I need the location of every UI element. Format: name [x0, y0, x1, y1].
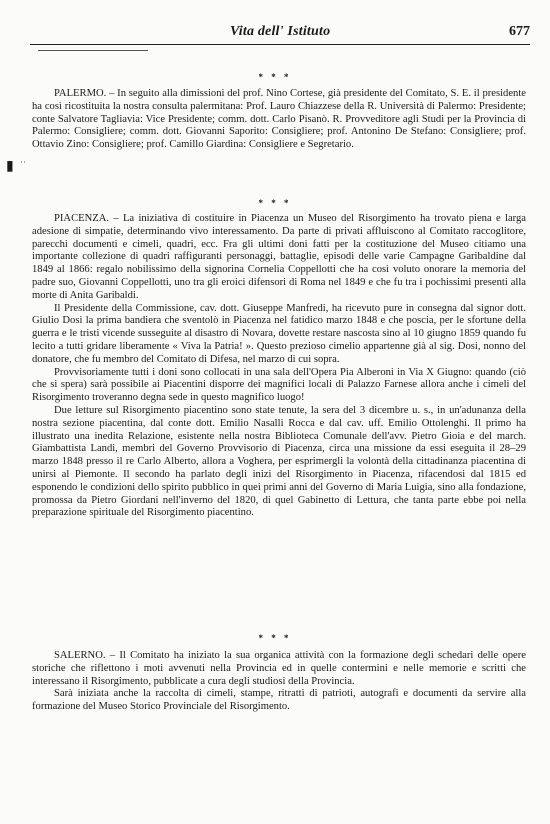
page-number: 677	[509, 24, 530, 39]
paragraph: PALERMO. – In seguito alla dimissioni del prof. Nino Cortese, già presidente del Comitato, S. E. il presidente ha così ricostituita la nostra consulta palermitana: Prof. Lauro Chiazzese della R. Università di Palermo: Presidente; conte Salvatore Tagliavia: Vice Presidente; comm. dott. Carlo Pisanò. R. Provveditore agli Studi per la Provincia di Palermo: Consigliere; comm. dott. Giovanni Saporito: Consigliere; prof. Antonino De Stefano: Consigliere; prof. Ottavio Zino: Consigliere; prof. Camillo Giardina: Consigliere e Segretario.	[32, 88, 526, 151]
paragraph: Provvisoriamente tutti i doni sono collocati in una sala dell'Opera Pia Alberoni in Via X Giugno: quando (ciò che si spera) sarà possibile ai Piacentini disporre dei magnifici locali di Palazzo Farnese allora anche i cimeli del Risorgimento troveranno degna sede in questo magnifico luogo!	[32, 366, 526, 404]
page-header	[30, 24, 530, 48]
header-rule	[30, 44, 530, 45]
section-salerno	[32, 650, 526, 714]
header-rule-short	[38, 50, 148, 51]
paragraph: SALERNO. – Il Comitato ha iniziato la sua organica attività con la formazione degli schedari delle opere storiche che riflettono i moti avvenuti nella Provincia ed in quelle contermini e nelle memorie e scritti che interessano il Risorgimento, pubblicate a cura degli studiosi della Provincia.	[32, 650, 526, 687]
section-separator: * * *	[258, 198, 292, 208]
running-title: Vita dell' Istituto	[230, 24, 331, 39]
section-palermo	[32, 88, 526, 152]
paragraph: Sarà iniziata anche la raccolta di cimeli, stampe, ritratti di patrioti, autografi e documenti da servire alla formazione del Museo Storico Provinciale del Risorgimento.	[32, 688, 526, 713]
section-separator: * * *	[258, 633, 292, 643]
section-separator: * * *	[258, 72, 292, 82]
margin-dots: ˙˙	[20, 160, 26, 170]
section-piacenza	[32, 213, 526, 520]
margin-mark: ▮	[6, 159, 14, 174]
paragraph: Due letture sul Risorgimento piacentino sono state tenute, la sera del 3 dicembre u. s., in un'adunanza della nostra sezione piacentina, dal conte dott. Emilio Nasalli Rocca e dal cav. uff. Emilio Ottolenghi. Il primo ha illustrato una inedita Relazione, esistente nella nostra Biblioteca Comunale dell'avv. Pietro Gioia e del march. Giambattista Landi, membri del Governo Provvisorio di Piacenza, circa una missione da essi eseguita il 28–29 marzo 1848 presso il re Carlo Alberto, allora a Voghera, per esprimergli la volontà della cittadinanza piacentina di unirsi al Piemonte. Il secondo ha parlato degli inizi del Risorgimento in Piacenza, rifacendosi dal 1815 ed esponendo le condizioni dello spirito pubblico in quei primi anni del Governo di Maria Luigia, sino alla fondazione, promossa da Pietro Giordani nell'inverno del 1820, di quel Gabinetto di Lettura, che tanta parte ebbe poi nella preparazione spirituale del Risorgimento piacentino.	[32, 404, 526, 519]
paragraph: PIACENZA. – La iniziativa di costituire in Piacenza un Museo del Risorgimento ha trovato piena e larga adesione di simpatie, determinando vivo interessamento. Da parte di privati affluiscono al Comitato raccoglitore, parecchi documenti e cimeli, quadri, ecc. Fra gli ultimi doni fatti per la costituzione del Museo citiamo una importante collezione di quadri raffiguranti personaggi, battaglie, episodi delle varie Campagne Garibaldine dal 1849 al 1866: regalo nobilissimo della signorina Cornelia Coppellotti che ha così voluto onorare la memoria del padre suo, Giovanni Coppellotti, uno tra gli eroici difensori di Roma nel 1849 e che fu tra i pochissimi presenti alla morte di Anita Garibaldi.	[32, 213, 526, 301]
paragraph: Il Presidente della Commissione, cav. dott. Giuseppe Manfredi, ha ricevuto pure in consegna dal signor dott. Giulio Dosi la prima bandiera che sventolò in Piacenza nel fatidico marzo 1848 e che poscia, per le sfortune della guerra e le tristi vicende susseguite al disastro di Novara, dovette restare nascosta sino al 10 giugno 1859 quando fu lecito a tutti gridare liberamente « Viva la Patria! ». Questo prezioso cimelio appartenne già al sig. Dosi, nonno del donatore, che fu membro del Comitato di Difesa, nel marzo di cui sopra.	[32, 302, 526, 365]
